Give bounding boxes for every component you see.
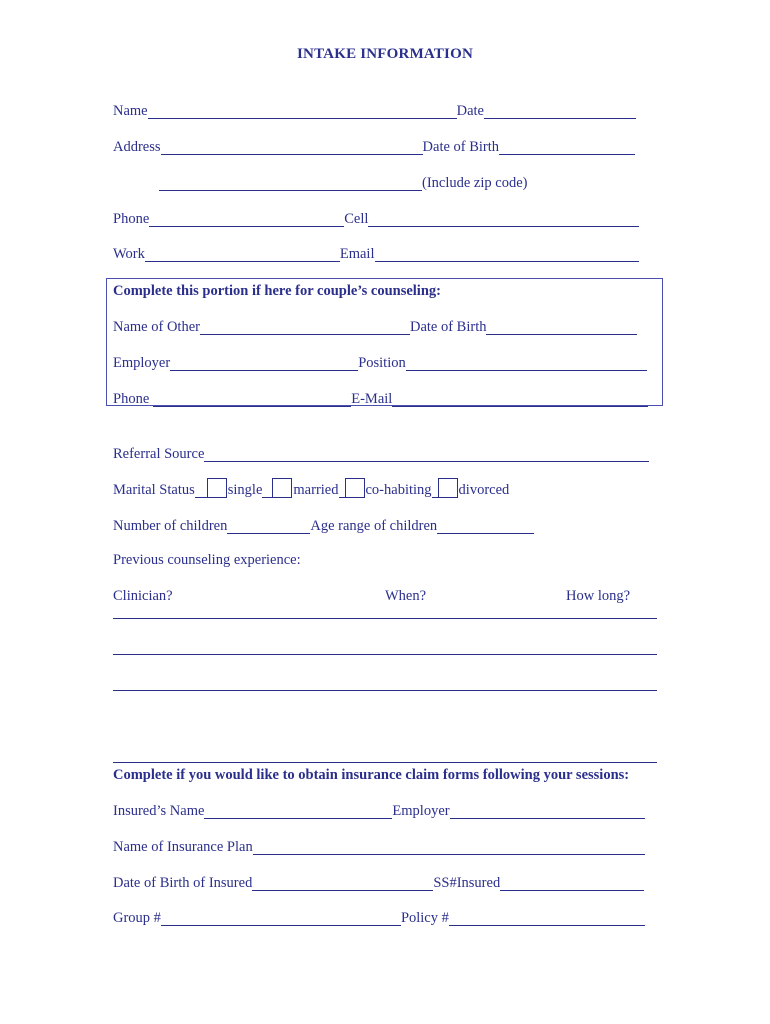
ss-insured-field[interactable]: [500, 875, 644, 891]
cohabiting-checkbox[interactable]: [345, 478, 365, 498]
experience-line-1[interactable]: [113, 618, 657, 619]
other-email-field[interactable]: [392, 391, 648, 407]
single-option-label: single: [227, 482, 263, 498]
phone-label: Phone: [113, 211, 150, 227]
group-policy-row: [113, 906, 645, 926]
other-position-field[interactable]: [406, 355, 647, 371]
address-dob-row: [113, 135, 635, 155]
work-email-row: [113, 242, 639, 262]
phone-cell-row: [113, 207, 639, 227]
name-label: Name: [113, 103, 148, 119]
address-label: Address: [113, 139, 161, 155]
experience-line-3[interactable]: [113, 690, 657, 691]
other-email-label: E-Mail: [351, 391, 393, 407]
cell-field[interactable]: [368, 211, 639, 227]
name-of-other-label: Name of Other: [113, 319, 200, 335]
age-range-field[interactable]: [437, 518, 534, 534]
plan-row: [113, 835, 645, 855]
work-label: Work: [113, 246, 145, 262]
referral-field[interactable]: [204, 446, 649, 462]
married-checkbox[interactable]: [272, 478, 292, 498]
phone-field[interactable]: [149, 211, 344, 227]
referral-row: [113, 442, 649, 462]
insured-name-field[interactable]: [204, 803, 392, 819]
children-row: [113, 514, 534, 534]
insured-employer-label: Employer: [392, 803, 450, 819]
couples-heading: Complete this portion if here for couple’s counseling:: [113, 283, 441, 299]
marital-status-row: [113, 476, 509, 498]
work-field[interactable]: [145, 246, 340, 262]
insured-name-row: [113, 799, 645, 819]
plan-name-field[interactable]: [253, 839, 645, 855]
marital-spacer: [262, 482, 272, 498]
form-title: INTAKE INFORMATION: [297, 46, 473, 62]
other-position-label: Position: [358, 355, 406, 371]
insurance-heading: Complete if you would like to obtain insurance claim forms following your sessions:: [113, 767, 630, 783]
insured-dob-label: Date of Birth of Insured: [113, 875, 253, 891]
address-line2-field[interactable]: [159, 175, 422, 191]
cohabiting-option-label: co-habiting: [365, 482, 432, 498]
when-label: When?: [385, 588, 427, 604]
insured-name-label: Insured’s Name: [113, 803, 205, 819]
group-field[interactable]: [161, 910, 401, 926]
address-field[interactable]: [161, 139, 423, 155]
date-label: Date: [456, 103, 484, 119]
experience-line-4[interactable]: [113, 762, 657, 763]
ss-insured-label: SS#Insured: [433, 875, 501, 891]
marital-status-label: Marital Status: [113, 482, 195, 498]
number-children-field[interactable]: [227, 518, 310, 534]
clinician-label: Clinician?: [113, 588, 173, 604]
dob-label: Date of Birth: [422, 139, 500, 155]
age-range-label: Age range of children: [310, 518, 438, 534]
insured-employer-field[interactable]: [450, 803, 645, 819]
single-checkbox[interactable]: [207, 478, 227, 498]
name-of-other-field[interactable]: [200, 319, 410, 335]
other-phone-field[interactable]: [153, 391, 351, 407]
email-label: Email: [339, 246, 375, 262]
other-name-row: [113, 315, 637, 335]
previous-counseling-label: Previous counseling experience:: [113, 552, 301, 568]
experience-line-2[interactable]: [113, 654, 657, 655]
other-employer-label: Employer: [113, 355, 171, 371]
plan-name-label: Name of Insurance Plan: [113, 839, 253, 855]
other-employer-row: [113, 351, 647, 371]
divorced-checkbox[interactable]: [438, 478, 458, 498]
name-field[interactable]: [148, 103, 457, 119]
how-long-label: How long?: [566, 588, 631, 604]
other-employer-field[interactable]: [170, 355, 358, 371]
married-option-label: married: [293, 482, 339, 498]
other-dob-field[interactable]: [486, 319, 637, 335]
other-dob-label: Date of Birth: [409, 319, 487, 335]
dob-field[interactable]: [499, 139, 635, 155]
email-field[interactable]: [375, 246, 639, 262]
group-label: Group #: [113, 910, 161, 926]
date-field[interactable]: [484, 103, 636, 119]
referral-label: Referral Source: [113, 446, 205, 462]
address-line2-row: [159, 171, 527, 191]
policy-field[interactable]: [449, 910, 645, 926]
insured-dob-field[interactable]: [252, 875, 433, 891]
other-phone-row: [113, 387, 648, 407]
policy-label: Policy #: [400, 910, 449, 926]
name-date-row: [113, 99, 636, 119]
number-children-label: Number of children: [113, 518, 228, 534]
insured-dob-row: [113, 871, 644, 891]
other-phone-label: Phone: [113, 391, 150, 407]
divorced-option-label: divorced: [458, 482, 510, 498]
marital-spacer: [195, 482, 207, 498]
cell-label: Cell: [344, 211, 369, 227]
zip-hint: (Include zip code): [422, 175, 528, 191]
